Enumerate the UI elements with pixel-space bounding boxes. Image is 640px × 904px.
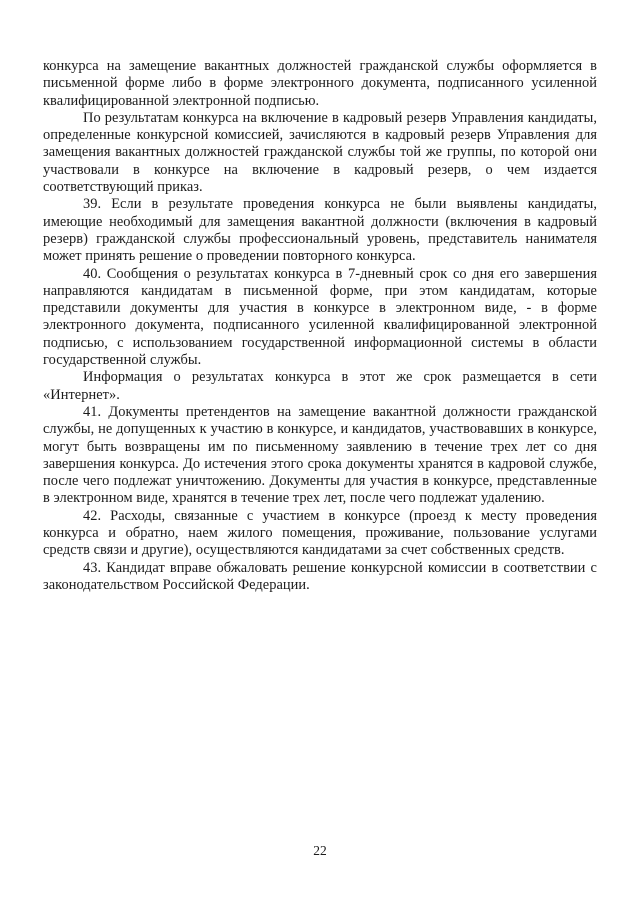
paragraph-internet-info: Информация о результатах конкурса в этот же срок размещается в сети «Интернет». bbox=[43, 369, 597, 403]
body-text bbox=[43, 58, 597, 594]
page-number: 22 bbox=[313, 843, 327, 858]
paragraph-40: 40. Сообщения о результатах конкурса в 7-дневный срок со дня его завершения направляются кандидатам в письменной форме, при этом кандидатам, которые представили документы для участия в конкурсе в электронном виде, - в форме электронного документа, подписанного усиленной квалифицированной электронной подписью, с использованием государственной информационной системы в области государственной службы. bbox=[43, 265, 597, 369]
paragraph-43: 43. Кандидат вправе обжаловать решение конкурсной комиссии в соответствии с законодательством Российской Федерации. bbox=[43, 559, 597, 593]
paragraph-39: 39. Если в результате проведения конкурса не были выявлены кандидаты, имеющие необходимый для замещения вакантной должности (включения в кадровый резерв) гражданской службы профессиональный уровень, представитель нанимателя может принять решение о проведении повторного конкурса. bbox=[43, 196, 597, 265]
paragraph-41: 41. Документы претендентов на замещение вакантной должности гражданской службы, не допущенных к участию в конкурсе, и кандидатов, участвовавших в конкурсе, могут быть возвращены им по письменному заявлению в течение трех лет со дня завершения конкурса. До истечения этого срока документы хранятся в кадровой службе, после чего подлежат уничтожению. Документы для участия в конкурсе, представленные в электронном виде, хранятся в течение трех лет, после чего подлежат удалению. bbox=[43, 403, 597, 507]
paragraph-reserve-results: По результатам конкурса на включение в кадровый резерв Управления кандидаты, определенные конкурсной комиссией, зачисляются в кадровый резерв Управления для замещения вакантных должностей гражданской службы той же группы, по которой они участвовали в конкурсе на включение в кадровый резерв, о чем издается соответствующий приказ. bbox=[43, 109, 597, 196]
paragraph-continuation: конкурса на замещение вакантных должностей гражданской службы оформляется в письменной форме либо в форме электронного документа, подписанного усиленной квалифицированной электронной подписью. bbox=[43, 58, 597, 109]
paragraph-42: 42. Расходы, связанные с участием в конкурсе (проезд к месту проведения конкурса и обратно, наем жилого помещения, проживание, пользование услугами средств связи и другие), осуществляются кандидатами за счет собственных средств. bbox=[43, 507, 597, 559]
